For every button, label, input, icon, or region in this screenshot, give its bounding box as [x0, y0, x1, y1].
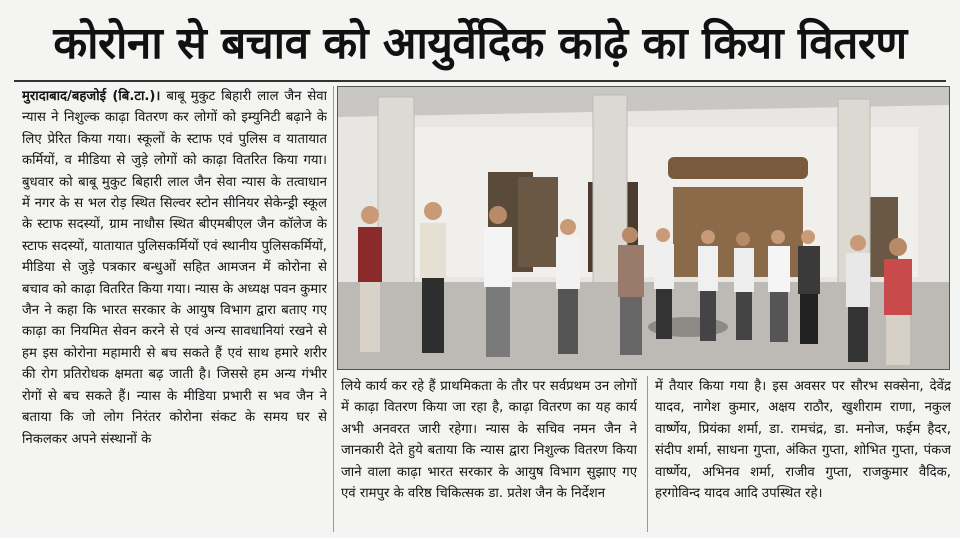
headline-rule [14, 80, 946, 82]
news-photo [337, 86, 950, 370]
article-column-right: में तैयार किया गया है। इस अवसर पर सौरभ सक्सेना, देवेंद्र यादव, नागेश कुमार, अक्षय राठौर, खुशीराम राणा, नकुल वार्ष्णेय, प्रियंका शर्मा, डा. रामचंद्र, डा. मनोज, फईम हैदर, संदीप शर्मा, साधना गुप्ता, अंकित गुप्ता, शोभित गुप्ता, पंकज वार्ष्णेय, अभिनव शर्मा, राजीव गुप्ता, राजकुमार वैदिक, हरगोविन्द यादव आदि उपस्थित रहे। [655, 379, 951, 502]
article-column-middle: लिये कार्य कर रहे हैं प्राथमिकता के तौर पर सर्वप्रथम उन लोगों में काढ़ा वितरण किया जा रहा है, काढ़ा वितरण का यह कार्य अभी अनवरत जारी रहेगा। न्यास के सचिव नमन जैन ने जानकारी देते हुये बताया कि न्यास द्वारा निशुल्क वितरण किया जाने वाला काढ़ा भारत सरकार के आयुष विभाग सुझाए गए एवं रामपुर के वरिष्ठ चिकित्सक डा. प्रतेश जैन के निर्देशन [341, 379, 637, 502]
dateline: मुरादाबाद/बहजोई (बि.टा.)। [22, 89, 161, 104]
column-divider-right [647, 376, 648, 532]
column-divider-left [333, 86, 334, 532]
article-column-left [22, 86, 327, 532]
headline: कोरोना से बचाव को आयुर्वेदिक काढ़े का किया वितरण [53, 18, 907, 69]
article-text-left: बाबू मुकुट बिहारी लाल जैन सेवा न्यास ने निशुल्क काढ़ा वितरण कर लोगों को इम्युनिटी बढ़ाने के लिए प्रेरित किया गया। स्कूलों के स्टाफ एवं पुलिस व यातायात कर्मियों, व मीडिया से जुड़े लोगों को काढ़ा वितरित किया गया। बुधवार को बाबू मुकुट बिहारी लाल जैन सेवा न्यास के तत्वाधान में नगर के स भल रोड़ स्थित सिल्वर स्टोन सीनियर सेकेन्ड्री स्कूल के स्टाफ सदस्यों, ग्राम नाधौस स्थित बीएमबीएल जैन कॉलेज के स्टाफ सदस्यों, यातायात पुलिसकर्मियों एवं स्थानीय पुलिसकर्मियों, मीडिया से जुड़े पत्रकार बन्धुओं सहित आमजन में कोरोना से बचाव को काढ़ा वितरित किया गया। न्यास के अध्यक्ष पवन कुमार जैन ने कहा कि भारत सरकार के आयुष विभाग द्वारा बताए गए काढ़ा का नियमित सेवन करने से एवं अन्य सावधानियां रखने से हम इस कोरोना महामारी से बच सकते हैं एवं साथ हमारे शरीर की रोग प्रतिरोधक क्षमता बढ़ जाती है। जिससे हम अन्य गंभीर रोगों से बच सकते हैं। न्यास के मीडिया प्रभारी स भव जैन ने बताया कि जो लोग निरंतर कोरोना संकट के समय घर से निकलकर अपने संस्थानों के [22, 89, 327, 447]
